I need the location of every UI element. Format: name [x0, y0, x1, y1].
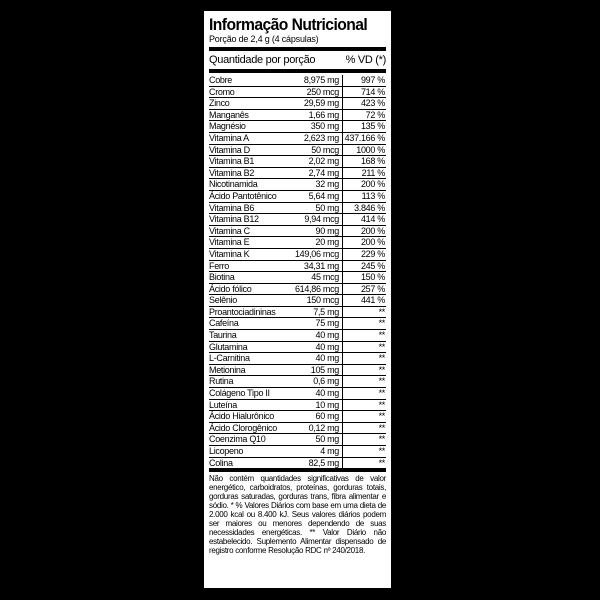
table-row	[209, 109, 386, 121]
table-row	[209, 446, 386, 458]
nutrient-name: Manganês	[209, 109, 289, 121]
nutrient-amount: 50 mg	[289, 434, 343, 446]
nutrient-amount: 60 mg	[289, 411, 343, 423]
nutrient-daily-value: **	[343, 388, 387, 400]
nutrient-daily-value: 437.166 %	[343, 132, 387, 144]
nutrient-amount: 250 mcg	[289, 86, 343, 98]
table-row	[209, 214, 386, 226]
nutrient-daily-value: 1000 %	[343, 144, 387, 156]
nutrient-amount: 9,94 mcg	[289, 214, 343, 226]
nutrient-daily-value: **	[343, 399, 387, 411]
nutrient-amount: 5,64 mg	[289, 190, 343, 202]
nutrient-name: Magnésio	[209, 121, 289, 133]
table-row	[209, 376, 386, 388]
table-row	[209, 248, 386, 260]
nutrient-daily-value: 245 %	[343, 260, 387, 272]
table-row	[209, 202, 386, 214]
nutrient-name: Proantociadininas	[209, 306, 289, 318]
nutrient-daily-value: **	[343, 341, 387, 353]
nutrient-amount: 150 mcg	[289, 295, 343, 307]
nutrient-daily-value: **	[343, 434, 387, 446]
nutrient-amount: 40 mg	[289, 353, 343, 365]
nutrient-amount: 10 mg	[289, 399, 343, 411]
nutrient-amount: 32 mg	[289, 179, 343, 191]
nutrient-name: Zinco	[209, 98, 289, 110]
table-row	[209, 353, 386, 365]
nutrient-daily-value: 441 %	[343, 295, 387, 307]
table-row	[209, 98, 386, 110]
header-quantity: Quantidade por porção	[209, 54, 316, 66]
nutrient-amount: 45 mcg	[289, 272, 343, 284]
nutrient-amount: 90 mg	[289, 225, 343, 237]
nutrient-name: Rutina	[209, 376, 289, 388]
table-row	[209, 364, 386, 376]
nutrient-amount: 8,975 mg	[289, 75, 343, 86]
nutrient-name: Vitamina B6	[209, 202, 289, 214]
nutrient-amount: 105 mg	[289, 364, 343, 376]
nutrient-daily-value: **	[343, 330, 387, 342]
nutrient-daily-value: 135 %	[343, 121, 387, 133]
nutrient-daily-value: **	[343, 446, 387, 458]
nutrient-daily-value: **	[343, 422, 387, 434]
table-row	[209, 330, 386, 342]
nutrient-daily-value: 150 %	[343, 272, 387, 284]
nutrient-amount: 34,31 mg	[289, 260, 343, 272]
nutrient-daily-value: 200 %	[343, 179, 387, 191]
table-row	[209, 399, 386, 411]
nutrient-amount: 0,12 mg	[289, 422, 343, 434]
table-row	[209, 422, 386, 434]
nutrient-daily-value: **	[343, 376, 387, 388]
nutrient-name: Vitamina C	[209, 225, 289, 237]
nutrient-name: Luteína	[209, 399, 289, 411]
table-row	[209, 156, 386, 168]
nutrient-amount: 4 mg	[289, 446, 343, 458]
table-row	[209, 190, 386, 202]
nutrient-amount: 2,02 mg	[289, 156, 343, 168]
table-row	[209, 167, 386, 179]
table-row	[209, 179, 386, 191]
label-title: Informação Nutricional	[209, 15, 368, 34]
table-row	[209, 388, 386, 400]
nutrient-amount: 20 mg	[289, 237, 343, 249]
table-row	[209, 237, 386, 249]
nutrient-name: Cromo	[209, 86, 289, 98]
nutrient-daily-value: **	[343, 353, 387, 365]
nutrient-daily-value: 257 %	[343, 283, 387, 295]
nutrient-daily-value: 997 %	[343, 75, 387, 86]
nutrient-amount: 50 mcg	[289, 144, 343, 156]
nutrient-name: Selênio	[209, 295, 289, 307]
nutrition-facts-label	[203, 10, 392, 589]
nutrient-name: Ácido Hialurônico	[209, 411, 289, 423]
nutrient-amount: 0,6 mg	[289, 376, 343, 388]
nutrient-name: Cobre	[209, 75, 289, 86]
table-row	[209, 283, 386, 295]
nutrient-name: Ferro	[209, 260, 289, 272]
header-daily-value: % VD (*)	[345, 54, 386, 66]
nutrient-daily-value: 211 %	[343, 167, 387, 179]
nutrient-name: Vitamina E	[209, 237, 289, 249]
nutrient-daily-value: 200 %	[343, 237, 387, 249]
table-row	[209, 75, 386, 86]
nutrient-name: Glutamina	[209, 341, 289, 353]
nutrient-daily-value: 229 %	[343, 248, 387, 260]
nutrient-name: Coenzima Q10	[209, 434, 289, 446]
nutrient-amount: 2,623 mg	[289, 132, 343, 144]
nutrient-name: Ácido Clorogênico	[209, 422, 289, 434]
nutrient-amount: 29,59 mg	[289, 98, 343, 110]
footnote: Não contém quantidades significativas de valor energético, carboidratos, proteínas, gorduras totais, gorduras saturadas, gorduras trans, fibra alimentar e sódio. * % Valores Diários com base em uma dieta de 2.000 kcal ou 8.400 kJ. Seus valores diários podem ser maiores ou menores dependendo de suas necessidades energéticas. ** Valor Diário não estabelecido. Suplemento Alimentar dispensado de registro conforme Resolução RDC nº 240/2018.	[209, 469, 386, 555]
nutrient-amount: 75 mg	[289, 318, 343, 330]
nutrient-amount: 2,74 mg	[289, 167, 343, 179]
table-row	[209, 341, 386, 353]
nutrient-name: Vitamina D	[209, 144, 289, 156]
nutrient-name: Ácido fólico	[209, 283, 289, 295]
table-row	[209, 318, 386, 330]
nutrient-name: Metionina	[209, 364, 289, 376]
table-row	[209, 144, 386, 156]
nutrient-amount: 50 mg	[289, 202, 343, 214]
table-row	[209, 86, 386, 98]
table-row	[209, 295, 386, 307]
nutrient-daily-value: 113 %	[343, 190, 387, 202]
nutrient-daily-value: 414 %	[343, 214, 387, 226]
table-row	[209, 411, 386, 423]
nutrient-daily-value: 200 %	[343, 225, 387, 237]
nutrient-name: Colina	[209, 457, 289, 469]
nutrient-name: Biotina	[209, 272, 289, 284]
nutrient-amount: 614,86 mcg	[289, 283, 343, 295]
serving-size: Porção de 2,4 g (4 cápsulas)	[209, 34, 319, 44]
nutrient-amount: 350 mg	[289, 121, 343, 133]
table-row	[209, 225, 386, 237]
nutrient-name: Taurina	[209, 330, 289, 342]
nutrient-amount: 40 mg	[289, 388, 343, 400]
nutrient-name: Vitamina B12	[209, 214, 289, 226]
nutrient-amount: 40 mg	[289, 330, 343, 342]
table-row	[209, 121, 386, 133]
nutrient-amount: 7,5 mg	[289, 306, 343, 318]
nutrient-name: Ácido Pantotênico	[209, 190, 289, 202]
nutrient-daily-value: 423 %	[343, 98, 387, 110]
nutrient-daily-value: 714 %	[343, 86, 387, 98]
nutrient-daily-value: 3.846 %	[343, 202, 387, 214]
nutrient-daily-value: **	[343, 318, 387, 330]
nutrient-amount: 1,66 mg	[289, 109, 343, 121]
header-divider	[209, 70, 386, 73]
nutrient-name: Vitamina B2	[209, 167, 289, 179]
nutrient-amount: 82,5 mg	[289, 457, 343, 469]
nutrient-name: Vitamina A	[209, 132, 289, 144]
nutrient-amount: 149,06 mcg	[289, 248, 343, 260]
nutrient-daily-value: **	[343, 364, 387, 376]
nutrient-name: Colágeno Tipo II	[209, 388, 289, 400]
nutrient-daily-value: 72 %	[343, 109, 387, 121]
table-header	[209, 51, 386, 70]
table-row	[209, 306, 386, 318]
nutrient-name: Licopeno	[209, 446, 289, 458]
table-row	[209, 272, 386, 284]
nutrient-daily-value: **	[343, 411, 387, 423]
table-row	[209, 434, 386, 446]
table-row	[209, 260, 386, 272]
nutrient-daily-value: **	[343, 457, 387, 469]
table-row	[209, 132, 386, 144]
nutrient-daily-value: **	[343, 306, 387, 318]
nutrient-name: Vitamina B1	[209, 156, 289, 168]
nutrient-name: Cafeína	[209, 318, 289, 330]
nutrient-amount: 40 mg	[289, 341, 343, 353]
table-row	[209, 457, 386, 469]
nutrient-name: L-Carnitina	[209, 353, 289, 365]
nutrient-name: Nicotinamida	[209, 179, 289, 191]
nutrient-table	[209, 75, 386, 469]
nutrient-daily-value: 168 %	[343, 156, 387, 168]
nutrient-name: Vitamina K	[209, 248, 289, 260]
